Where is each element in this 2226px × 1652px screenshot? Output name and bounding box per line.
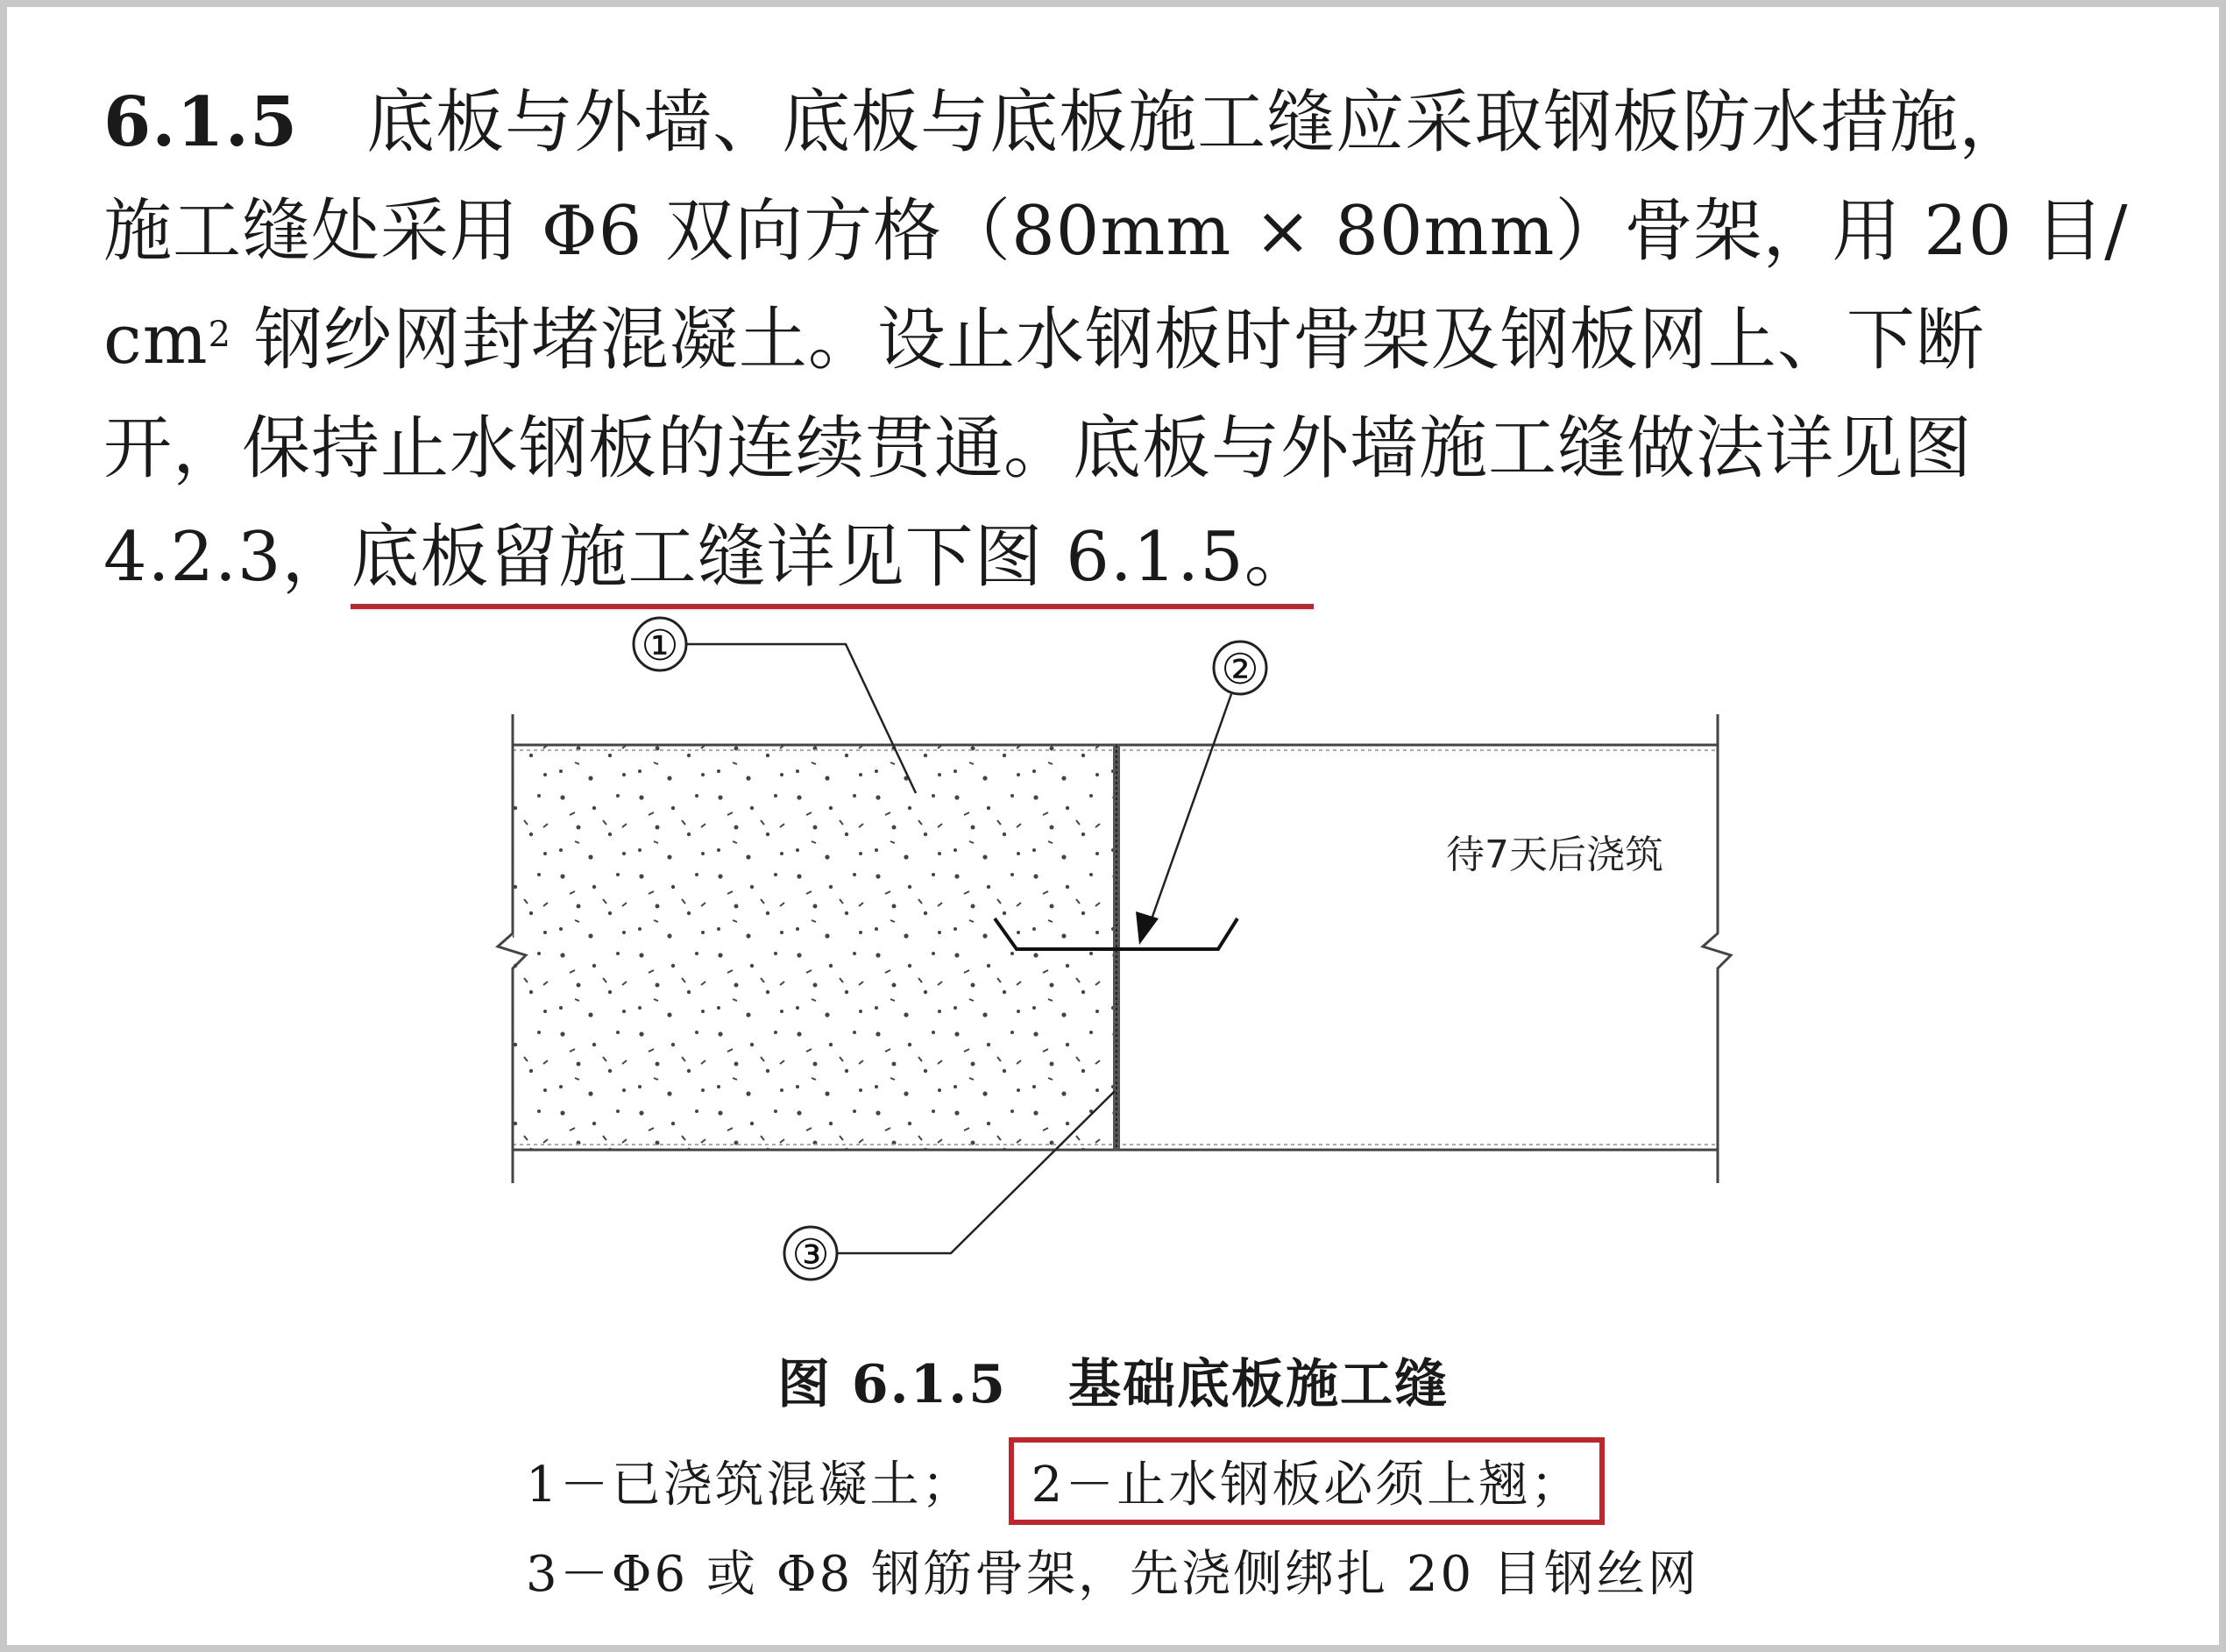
right-break-line	[1703, 714, 1731, 1183]
figure-caption	[0, 1343, 2226, 1418]
legend-row-2	[526, 1535, 1699, 1606]
figure-number: 图 6.1.5	[777, 1354, 1007, 1415]
callout-1-label: ①	[641, 621, 679, 670]
legend-item-1: 1－已浇筑混凝土；	[526, 1457, 974, 1514]
callout-3-label: ③	[791, 1230, 830, 1280]
unit-cm: cm	[103, 301, 209, 379]
callout-2-leader	[1148, 694, 1231, 929]
paragraph-text-1: 底板与外墙、底板与底板施工缝应采取钢板防水措施，	[366, 83, 2029, 162]
callout-2-arrowhead	[1136, 911, 1159, 945]
paragraph-line-4: 开，保持止水钢板的连续贯通。底板与外墙施工缝做法详见图	[103, 409, 1974, 488]
legend-item-3: 3－Φ6 或 Φ8 钢筋骨架，先浇侧绑扎 20 目钢丝网	[526, 1546, 1699, 1603]
callout-2-label: ②	[1221, 645, 1259, 694]
unit-superscript: 2	[208, 315, 232, 355]
figure-title: 基础底板施工缝	[1067, 1354, 1449, 1415]
pour-later-label: 待7天后浇筑	[1446, 833, 1663, 877]
paragraph-line-2: 施工缝处采用 Φ6 双向方格（80mm × 80mm）骨架，用 20 目/	[103, 192, 2129, 271]
highlighted-reference: 底板留施工缝详见下图 6.1.5。	[351, 518, 1314, 597]
section-number: 6.1.5	[103, 82, 299, 162]
paragraph-text-3: 钢纱网封堵混凝土。设止水钢板时骨架及钢板网上、下断	[231, 301, 1985, 379]
legend-item-2-highlighted: 2－止水钢板必须上翘；	[1009, 1437, 1606, 1525]
legend-row-1	[526, 1437, 1605, 1525]
paragraph-text-5: 4.2.3，	[103, 518, 351, 597]
